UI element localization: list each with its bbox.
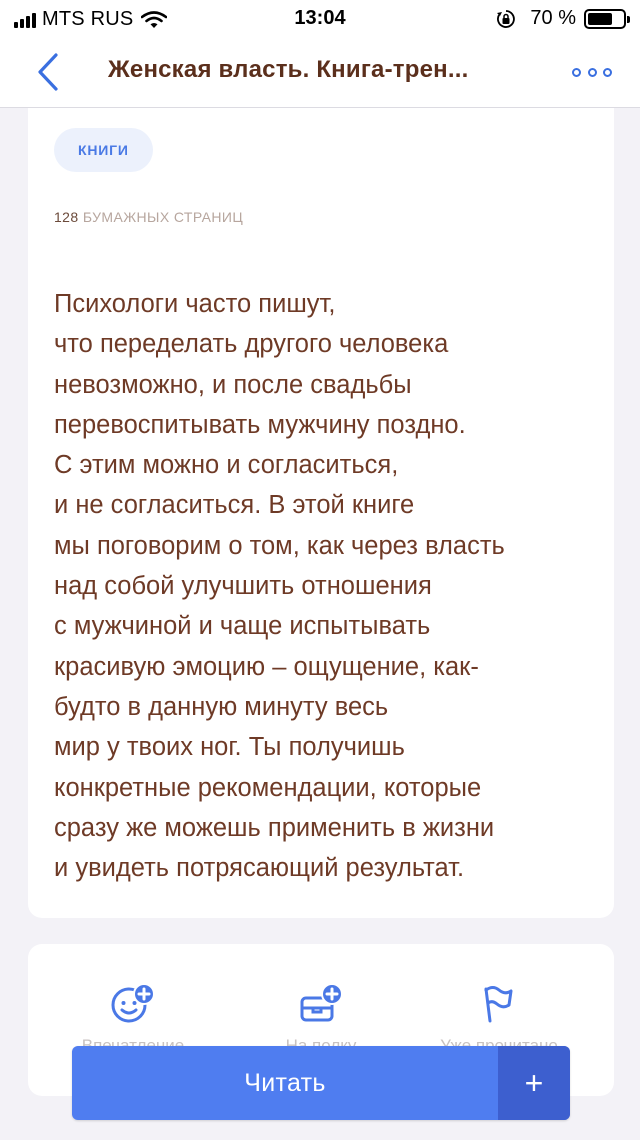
status-time: 13:04 <box>294 7 346 29</box>
description-line: невозможно, и после свадьбы <box>54 370 412 399</box>
rotation-lock-icon <box>496 9 516 29</box>
description-line: красивую эмоцию – ощущение, как- <box>54 652 479 681</box>
description-line: мир у твоих ног. Ты получишь <box>54 733 405 762</box>
description-line: сразу же можешь применить в жизни <box>54 813 495 842</box>
description-line: Психологи часто пишут, <box>54 290 336 318</box>
nav-bar <box>0 36 640 108</box>
description-line: с мужчиной и чаще испытывать <box>54 612 431 641</box>
description-line: С этим можно и согласиться, <box>54 451 399 480</box>
page-count-number: 128 <box>54 209 79 225</box>
flag-icon <box>476 984 522 1024</box>
book-info-card <box>28 108 614 918</box>
description-line: перевоспитывать мужчину поздно. <box>54 410 466 439</box>
read-button-group <box>72 1046 570 1120</box>
battery-icon <box>584 9 626 29</box>
page-title: Женская власть. Книга-трен... <box>108 56 469 83</box>
category-tag[interactable]: КНИГИ <box>54 128 153 172</box>
status-bar <box>0 0 640 36</box>
read-button[interactable]: Читать <box>244 1068 326 1097</box>
description-line: что переделать другого человека <box>54 330 449 359</box>
status-right <box>496 7 626 30</box>
description-line: мы поговорим о том, как через власть <box>54 531 505 560</box>
description-line: и не согласиться. В этой книге <box>54 491 415 520</box>
description-line: и увидеть потрясающий результат. <box>54 854 465 883</box>
description-line: над собой улучшить отношения <box>54 572 432 601</box>
description-line: будто в данную минуту весь <box>54 692 389 721</box>
shelf-plus-icon <box>298 984 344 1024</box>
description-line: конкретные рекомендации, которые <box>54 773 482 802</box>
battery-fill <box>588 13 612 25</box>
page-count <box>54 209 243 225</box>
more-options-icon[interactable] <box>572 60 612 84</box>
smiley-plus-icon <box>110 984 156 1024</box>
chevron-left-icon <box>37 53 59 91</box>
add-plus-button[interactable]: + <box>498 1046 570 1120</box>
battery-percent: 70 % <box>530 7 576 29</box>
page-count-label: БУМАЖНЫХ СТРАНИЦ <box>82 209 244 225</box>
book-description <box>54 284 594 888</box>
back-button[interactable] <box>28 48 68 96</box>
carrier-name: MTS RUS <box>42 8 134 30</box>
